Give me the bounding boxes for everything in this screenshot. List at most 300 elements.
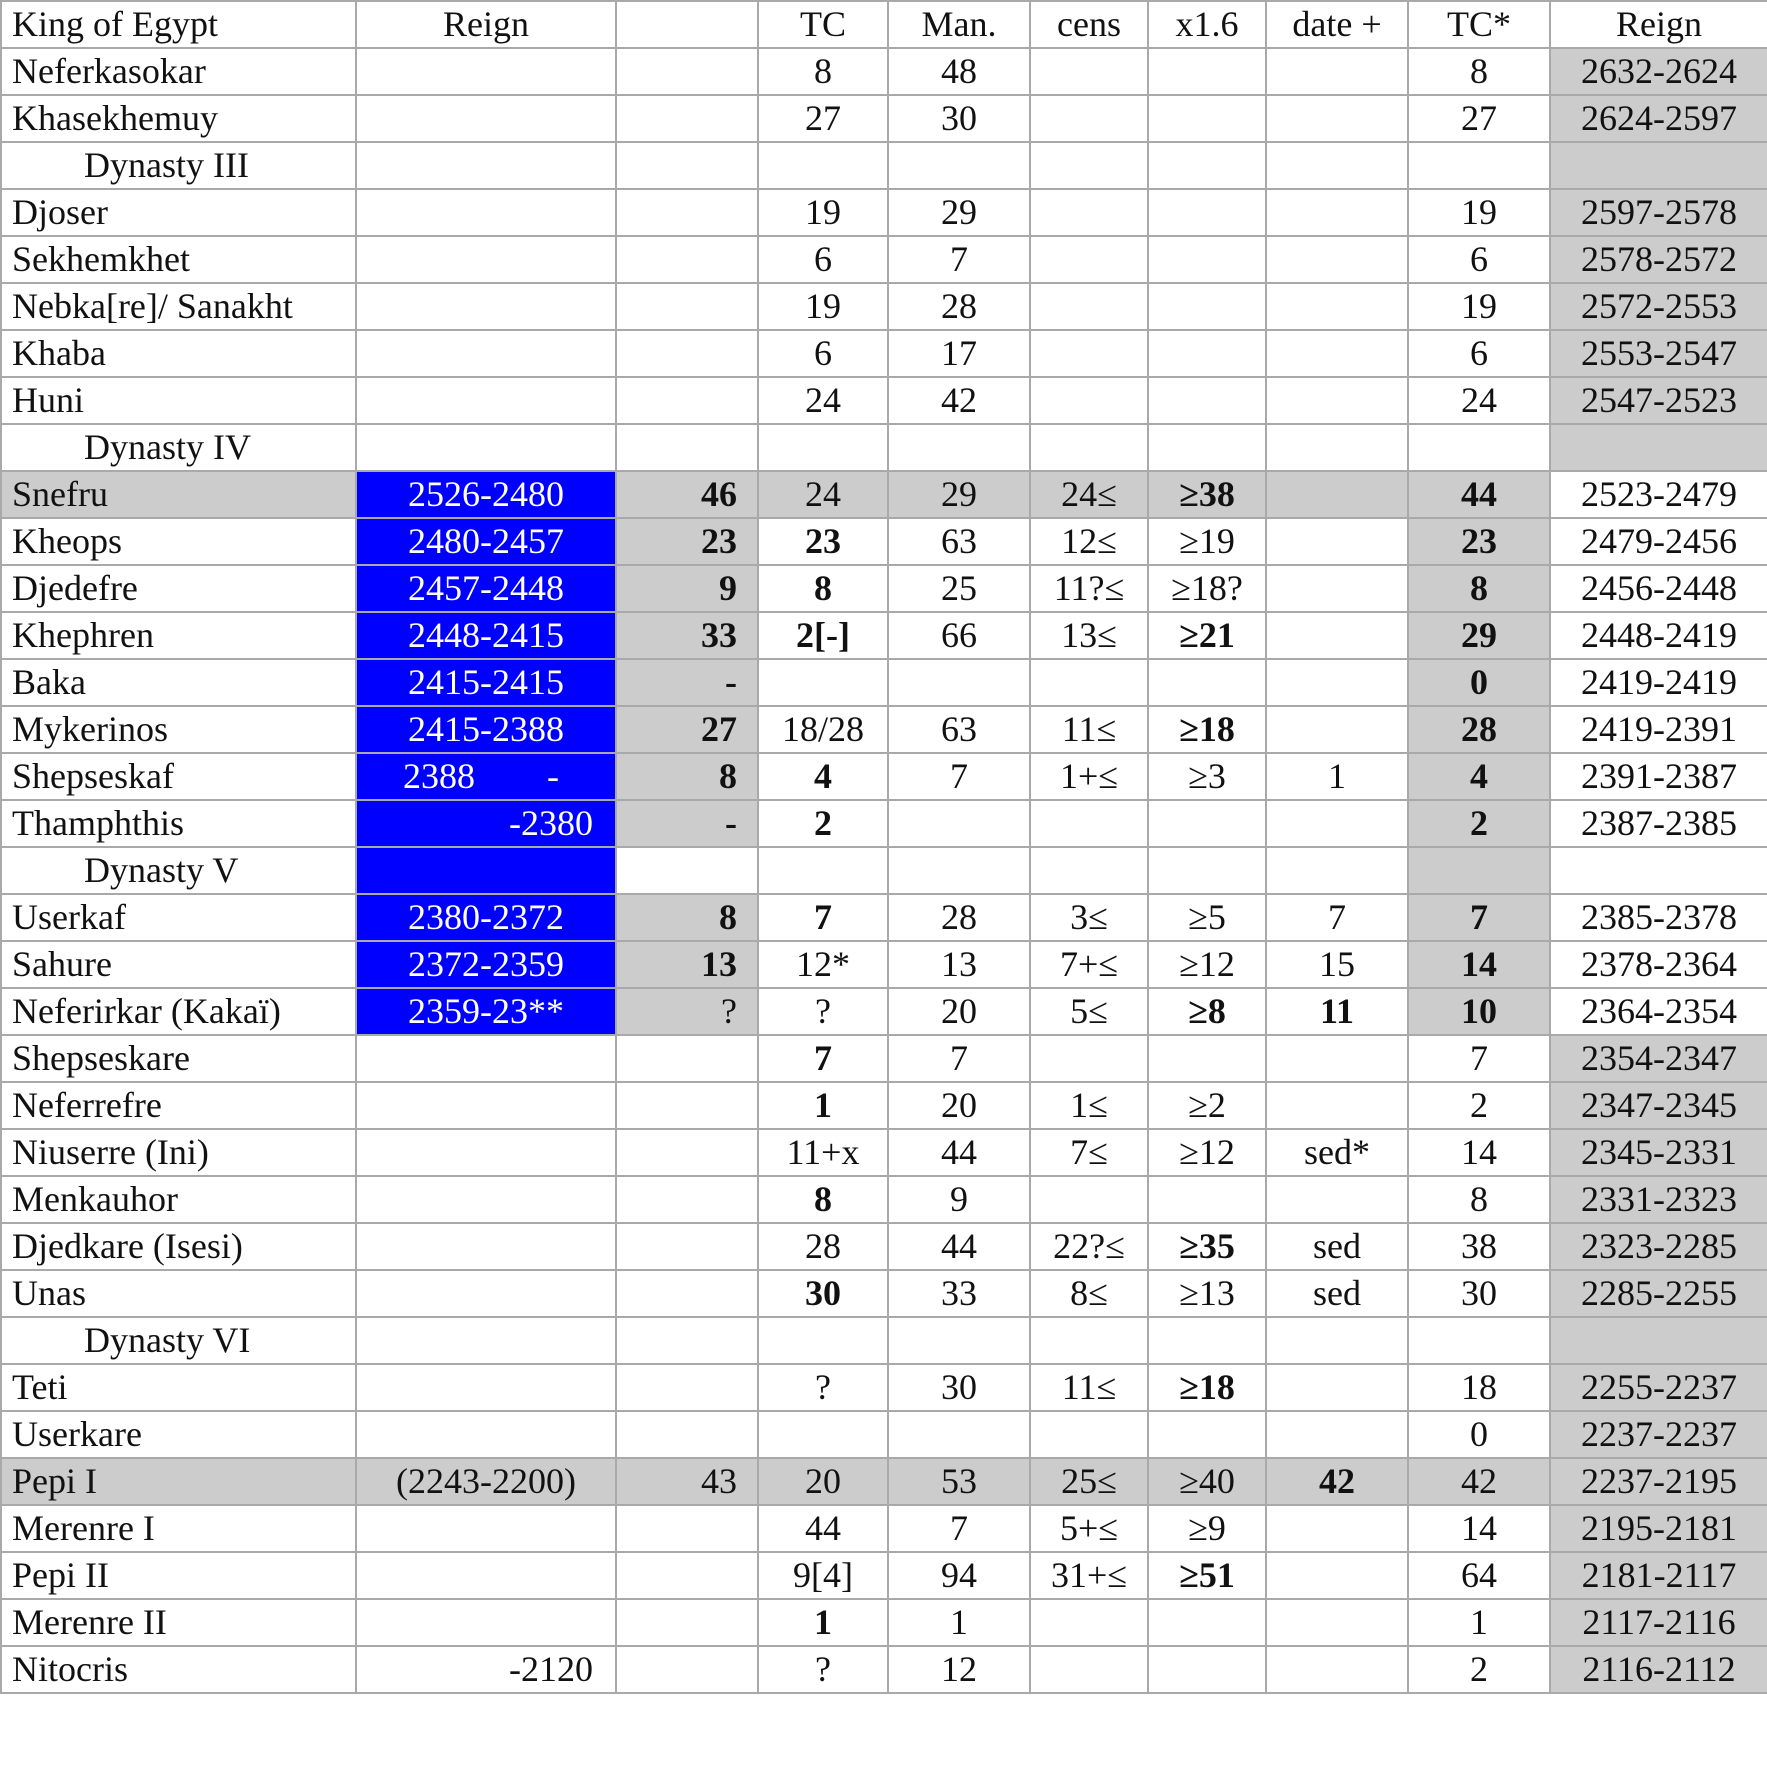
cell-reign-computed: 2553-2547 xyxy=(1550,330,1767,377)
cell-king: Menkauhor xyxy=(1,1176,356,1223)
cell-cens xyxy=(1030,330,1148,377)
table-row xyxy=(1,283,1767,330)
cell-x16 xyxy=(1148,189,1266,236)
cell-tc-star: 23 xyxy=(1408,518,1550,565)
cell-manetho: 28 xyxy=(888,283,1030,330)
cell-cens xyxy=(1030,1317,1148,1364)
cell-reign-computed: 2479-2456 xyxy=(1550,518,1767,565)
cell-reign-computed xyxy=(1550,847,1767,894)
table-row xyxy=(1,1552,1767,1599)
cell-manetho: 17 xyxy=(888,330,1030,377)
cell-x16 xyxy=(1148,377,1266,424)
header-cell-cens: cens xyxy=(1030,1,1148,48)
cell-manetho: 9 xyxy=(888,1176,1030,1223)
cell-x16 xyxy=(1148,283,1266,330)
cell-manetho: 44 xyxy=(888,1223,1030,1270)
cell-manetho xyxy=(888,1411,1030,1458)
cell-reign-computed: 2572-2553 xyxy=(1550,283,1767,330)
cell-years xyxy=(616,1270,758,1317)
cell-tc-star: 4 xyxy=(1408,753,1550,800)
cell-tc-star: 2 xyxy=(1408,1082,1550,1129)
cell-years: 46 xyxy=(616,471,758,518)
cell-date-plus xyxy=(1266,1646,1408,1693)
cell-manetho: 7 xyxy=(888,753,1030,800)
header-row xyxy=(1,1,1767,48)
cell-tc-star: 0 xyxy=(1408,659,1550,706)
cell-reign-computed xyxy=(1550,142,1767,189)
cell-reign: -2120 xyxy=(356,1646,616,1693)
cell-reign-computed: 2387-2385 xyxy=(1550,800,1767,847)
cell-king: Neferirkar (Kakaï) xyxy=(1,988,356,1035)
cell-x16: ≥8 xyxy=(1148,988,1266,1035)
table-row xyxy=(1,48,1767,95)
cell-cens: 5≤ xyxy=(1030,988,1148,1035)
cell-cens xyxy=(1030,1176,1148,1223)
cell-tc: 19 xyxy=(758,283,888,330)
cell-years xyxy=(616,1411,758,1458)
cell-tc: 8 xyxy=(758,565,888,612)
cell-reign-computed xyxy=(1550,424,1767,471)
cell-manetho: 28 xyxy=(888,894,1030,941)
cell-king: Merenre I xyxy=(1,1505,356,1552)
cell-reign-computed: 2347-2345 xyxy=(1550,1082,1767,1129)
cell-cens xyxy=(1030,377,1148,424)
cell-reign xyxy=(356,1082,616,1129)
cell-tc-star: 2 xyxy=(1408,800,1550,847)
cell-tc-star: 19 xyxy=(1408,283,1550,330)
table-row xyxy=(1,941,1767,988)
cell-date-plus: 1 xyxy=(1266,753,1408,800)
cell-cens xyxy=(1030,800,1148,847)
cell-manetho: 25 xyxy=(888,565,1030,612)
cell-x16: ≥19 xyxy=(1148,518,1266,565)
header-cell-king: King of Egypt xyxy=(1,1,356,48)
cell-tc: ? xyxy=(758,988,888,1035)
cell-reign-computed: 2456-2448 xyxy=(1550,565,1767,612)
cell-king: Mykerinos xyxy=(1,706,356,753)
dynasty-row xyxy=(1,847,1767,894)
cell-tc xyxy=(758,1411,888,1458)
cell-tc: 9[4] xyxy=(758,1552,888,1599)
cell-tc-star: 8 xyxy=(1408,565,1550,612)
cell-x16: ≥13 xyxy=(1148,1270,1266,1317)
cell-reign xyxy=(356,1364,616,1411)
cell-date-plus xyxy=(1266,612,1408,659)
table-row xyxy=(1,1505,1767,1552)
cell-years: 9 xyxy=(616,565,758,612)
cell-cens: 7+≤ xyxy=(1030,941,1148,988)
table-row xyxy=(1,1176,1767,1223)
cell-cens: 24≤ xyxy=(1030,471,1148,518)
cell-manetho: 7 xyxy=(888,1505,1030,1552)
cell-reign: 2372-2359 xyxy=(356,941,616,988)
cell-tc-star: 14 xyxy=(1408,1505,1550,1552)
cell-tc-star: 14 xyxy=(1408,941,1550,988)
table-row xyxy=(1,1223,1767,1270)
cell-tc: 20 xyxy=(758,1458,888,1505)
cell-date-plus xyxy=(1266,48,1408,95)
cell-years: 8 xyxy=(616,894,758,941)
cell-tc: 6 xyxy=(758,236,888,283)
cell-reign: -2380 xyxy=(356,800,616,847)
cell-date-plus xyxy=(1266,1411,1408,1458)
cell-king: Pepi I xyxy=(1,1458,356,1505)
header-cell-tc-star: TC* xyxy=(1408,1,1550,48)
cell-tc-star: 29 xyxy=(1408,612,1550,659)
table-body xyxy=(1,1,1767,1693)
cell-x16 xyxy=(1148,1599,1266,1646)
cell-years: ? xyxy=(616,988,758,1035)
cell-reign-computed: 2391-2387 xyxy=(1550,753,1767,800)
cell-manetho: 13 xyxy=(888,941,1030,988)
cell-reign xyxy=(356,142,616,189)
cell-tc-star: 42 xyxy=(1408,1458,1550,1505)
cell-manetho: 63 xyxy=(888,706,1030,753)
cell-king: Pepi II xyxy=(1,1552,356,1599)
cell-reign: 2526-2480 xyxy=(356,471,616,518)
cell-years xyxy=(616,142,758,189)
cell-king: Khaba xyxy=(1,330,356,377)
cell-date-plus xyxy=(1266,95,1408,142)
cell-cens: 1+≤ xyxy=(1030,753,1148,800)
table-row xyxy=(1,1129,1767,1176)
cell-king: Nitocris xyxy=(1,1646,356,1693)
cell-date-plus xyxy=(1266,659,1408,706)
cell-date-plus xyxy=(1266,330,1408,377)
cell-x16 xyxy=(1148,1646,1266,1693)
cell-x16: ≥9 xyxy=(1148,1505,1266,1552)
cell-tc-star: 7 xyxy=(1408,894,1550,941)
cell-reign: 2380-2372 xyxy=(356,894,616,941)
cell-reign xyxy=(356,283,616,330)
cell-tc: 1 xyxy=(758,1599,888,1646)
cell-king: Khasekhemuy xyxy=(1,95,356,142)
cell-date-plus xyxy=(1266,1082,1408,1129)
table-row xyxy=(1,95,1767,142)
cell-king: Khephren xyxy=(1,612,356,659)
cell-years xyxy=(616,847,758,894)
cell-tc-star: 6 xyxy=(1408,330,1550,377)
cell-tc: ? xyxy=(758,1646,888,1693)
table-row xyxy=(1,800,1767,847)
cell-x16: ≥35 xyxy=(1148,1223,1266,1270)
cell-tc: ? xyxy=(758,1364,888,1411)
dynasty-row xyxy=(1,424,1767,471)
cell-tc-star: 2 xyxy=(1408,1646,1550,1693)
cell-date-plus xyxy=(1266,236,1408,283)
table-row xyxy=(1,894,1767,941)
cell-x16: ≥38 xyxy=(1148,471,1266,518)
cell-date-plus xyxy=(1266,1176,1408,1223)
cell-reign-computed: 2323-2285 xyxy=(1550,1223,1767,1270)
cell-tc-star xyxy=(1408,847,1550,894)
cell-years xyxy=(616,1082,758,1129)
cell-x16 xyxy=(1148,48,1266,95)
cell-x16 xyxy=(1148,1176,1266,1223)
cell-date-plus: sed xyxy=(1266,1223,1408,1270)
cell-x16 xyxy=(1148,95,1266,142)
cell-reign xyxy=(356,377,616,424)
cell-date-plus xyxy=(1266,1552,1408,1599)
cell-x16 xyxy=(1148,847,1266,894)
cell-king: Merenre II xyxy=(1,1599,356,1646)
header-cell-x16: x1.6 xyxy=(1148,1,1266,48)
cell-x16: ≥12 xyxy=(1148,941,1266,988)
cell-tc: 1 xyxy=(758,1082,888,1129)
cell-king: Djedkare (Isesi) xyxy=(1,1223,356,1270)
cell-x16: ≥18 xyxy=(1148,1364,1266,1411)
cell-manetho: 53 xyxy=(888,1458,1030,1505)
cell-date-plus xyxy=(1266,424,1408,471)
cell-king: Baka xyxy=(1,659,356,706)
cell-cens xyxy=(1030,95,1148,142)
cell-reign-computed: 2195-2181 xyxy=(1550,1505,1767,1552)
cell-tc: 24 xyxy=(758,377,888,424)
cell-years xyxy=(616,1364,758,1411)
cell-king: Sahure xyxy=(1,941,356,988)
cell-manetho: 63 xyxy=(888,518,1030,565)
cell-years xyxy=(616,330,758,377)
cell-manetho: 66 xyxy=(888,612,1030,659)
cell-cens xyxy=(1030,142,1148,189)
table-row xyxy=(1,1646,1767,1693)
cell-reign xyxy=(356,1599,616,1646)
cell-tc-star xyxy=(1408,424,1550,471)
cell-tc xyxy=(758,142,888,189)
cell-cens xyxy=(1030,1035,1148,1082)
cell-tc-star: 64 xyxy=(1408,1552,1550,1599)
cell-date-plus xyxy=(1266,565,1408,612)
cell-manetho xyxy=(888,142,1030,189)
cell-king: Dynasty IV xyxy=(1,424,356,471)
cell-tc xyxy=(758,847,888,894)
cell-reign-computed: 2364-2354 xyxy=(1550,988,1767,1035)
cell-reign xyxy=(356,1223,616,1270)
cell-tc-star: 44 xyxy=(1408,471,1550,518)
cell-king: Dynasty VI xyxy=(1,1317,356,1364)
cell-king: Teti xyxy=(1,1364,356,1411)
cell-cens xyxy=(1030,283,1148,330)
cell-reign-computed: 2237-2237 xyxy=(1550,1411,1767,1458)
cell-tc: 4 xyxy=(758,753,888,800)
cell-manetho xyxy=(888,847,1030,894)
cell-cens xyxy=(1030,48,1148,95)
cell-manetho: 30 xyxy=(888,95,1030,142)
cell-reign xyxy=(356,48,616,95)
cell-tc: 28 xyxy=(758,1223,888,1270)
cell-years xyxy=(616,377,758,424)
cell-reign-computed: 2354-2347 xyxy=(1550,1035,1767,1082)
cell-years xyxy=(616,424,758,471)
cell-tc: 8 xyxy=(758,1176,888,1223)
cell-reign: 2448-2415 xyxy=(356,612,616,659)
cell-manetho: 42 xyxy=(888,377,1030,424)
cell-tc: 2 xyxy=(758,800,888,847)
cell-years xyxy=(616,1599,758,1646)
cell-manetho: 30 xyxy=(888,1364,1030,1411)
cell-years xyxy=(616,1505,758,1552)
table-row xyxy=(1,753,1767,800)
cell-tc-star: 7 xyxy=(1408,1035,1550,1082)
cell-tc-star: 6 xyxy=(1408,236,1550,283)
cell-tc: 12* xyxy=(758,941,888,988)
cell-reign-computed: 2632-2624 xyxy=(1550,48,1767,95)
cell-tc-star: 30 xyxy=(1408,1270,1550,1317)
cell-years xyxy=(616,236,758,283)
cell-tc: 30 xyxy=(758,1270,888,1317)
header-cell-date-plus: date + xyxy=(1266,1,1408,48)
cell-tc-star xyxy=(1408,142,1550,189)
header-cell-manetho: Man. xyxy=(888,1,1030,48)
cell-reign-computed: 2624-2597 xyxy=(1550,95,1767,142)
cell-reign-computed: 2237-2195 xyxy=(1550,1458,1767,1505)
cell-tc-star: 27 xyxy=(1408,95,1550,142)
cell-king: Neferrefre xyxy=(1,1082,356,1129)
cell-date-plus xyxy=(1266,706,1408,753)
cell-years xyxy=(616,283,758,330)
cell-cens: 25≤ xyxy=(1030,1458,1148,1505)
table-row xyxy=(1,330,1767,377)
cell-x16: ≥12 xyxy=(1148,1129,1266,1176)
cell-tc-star: 38 xyxy=(1408,1223,1550,1270)
cell-reign xyxy=(356,236,616,283)
cell-cens: 13≤ xyxy=(1030,612,1148,659)
cell-tc-star: 24 xyxy=(1408,377,1550,424)
table-row xyxy=(1,1035,1767,1082)
cell-date-plus: 15 xyxy=(1266,941,1408,988)
cell-tc: 44 xyxy=(758,1505,888,1552)
cell-date-plus xyxy=(1266,1364,1408,1411)
cell-cens: 7≤ xyxy=(1030,1129,1148,1176)
cell-x16: ≥5 xyxy=(1148,894,1266,941)
cell-reign: (2243-2200) xyxy=(356,1458,616,1505)
cell-tc: 23 xyxy=(758,518,888,565)
cell-reign-computed: 2255-2237 xyxy=(1550,1364,1767,1411)
cell-king: Dynasty V xyxy=(1,847,356,894)
cell-years xyxy=(616,1129,758,1176)
table-row xyxy=(1,565,1767,612)
cell-reign xyxy=(356,1129,616,1176)
cell-reign-computed: 2419-2419 xyxy=(1550,659,1767,706)
table-row xyxy=(1,377,1767,424)
table-row xyxy=(1,189,1767,236)
cell-years: - xyxy=(616,659,758,706)
cell-tc-star: 14 xyxy=(1408,1129,1550,1176)
cell-date-plus xyxy=(1266,1505,1408,1552)
cell-king: Unas xyxy=(1,1270,356,1317)
cell-reign: 2480-2457 xyxy=(356,518,616,565)
cell-king: Djedefre xyxy=(1,565,356,612)
cell-cens xyxy=(1030,424,1148,471)
cell-king: Djoser xyxy=(1,189,356,236)
cell-date-plus xyxy=(1266,800,1408,847)
header-cell-reign: Reign xyxy=(356,1,616,48)
cell-reign: 2457-2448 xyxy=(356,565,616,612)
cell-years xyxy=(616,1317,758,1364)
cell-cens: 22?≤ xyxy=(1030,1223,1148,1270)
cell-years xyxy=(616,1646,758,1693)
cell-x16: ≥21 xyxy=(1148,612,1266,659)
cell-date-plus xyxy=(1266,283,1408,330)
cell-years: 43 xyxy=(616,1458,758,1505)
cell-manetho: 7 xyxy=(888,236,1030,283)
cell-reign-computed: 2116-2112 xyxy=(1550,1646,1767,1693)
cell-reign xyxy=(356,1552,616,1599)
cell-x16 xyxy=(1148,236,1266,283)
cell-king: Snefru xyxy=(1,471,356,518)
cell-tc: 2[-] xyxy=(758,612,888,659)
cell-cens xyxy=(1030,847,1148,894)
cell-years: - xyxy=(616,800,758,847)
cell-king: Nebka[re]/ Sanakht xyxy=(1,283,356,330)
cell-king: Shepseskare xyxy=(1,1035,356,1082)
cell-reign: 2359-23** xyxy=(356,988,616,1035)
cell-tc: 7 xyxy=(758,894,888,941)
cell-reign-computed: 2285-2255 xyxy=(1550,1270,1767,1317)
cell-cens: 8≤ xyxy=(1030,1270,1148,1317)
cell-king: Userkaf xyxy=(1,894,356,941)
table-row xyxy=(1,1599,1767,1646)
cell-tc: 7 xyxy=(758,1035,888,1082)
dynasty-row xyxy=(1,1317,1767,1364)
cell-tc: 6 xyxy=(758,330,888,377)
cell-manetho: 33 xyxy=(888,1270,1030,1317)
table-row xyxy=(1,706,1767,753)
cell-date-plus xyxy=(1266,142,1408,189)
cell-tc: 27 xyxy=(758,95,888,142)
cell-reign-computed: 2419-2391 xyxy=(1550,706,1767,753)
cell-date-plus: 42 xyxy=(1266,1458,1408,1505)
cell-tc-star: 18 xyxy=(1408,1364,1550,1411)
cell-years xyxy=(616,1035,758,1082)
cell-tc: 19 xyxy=(758,189,888,236)
cell-tc-star: 10 xyxy=(1408,988,1550,1035)
cell-x16 xyxy=(1148,330,1266,377)
cell-manetho: 29 xyxy=(888,471,1030,518)
cell-x16: ≥40 xyxy=(1148,1458,1266,1505)
cell-reign-computed: 2523-2479 xyxy=(1550,471,1767,518)
cell-tc: 11+x xyxy=(758,1129,888,1176)
cell-tc-star: 1 xyxy=(1408,1599,1550,1646)
header-cell-tc: TC xyxy=(758,1,888,48)
cell-years xyxy=(616,189,758,236)
cell-cens: 1≤ xyxy=(1030,1082,1148,1129)
table-row xyxy=(1,1270,1767,1317)
cell-reign xyxy=(356,1411,616,1458)
cell-date-plus xyxy=(1266,189,1408,236)
cell-reign xyxy=(356,1505,616,1552)
cell-manetho xyxy=(888,800,1030,847)
table-row xyxy=(1,612,1767,659)
table-row xyxy=(1,659,1767,706)
cell-tc: 18/28 xyxy=(758,706,888,753)
cell-tc-star xyxy=(1408,1317,1550,1364)
cell-reign-computed: 2547-2523 xyxy=(1550,377,1767,424)
cell-manetho: 20 xyxy=(888,988,1030,1035)
cell-date-plus xyxy=(1266,377,1408,424)
cell-x16: ≥18? xyxy=(1148,565,1266,612)
cell-years: 27 xyxy=(616,706,758,753)
cell-x16: ≥2 xyxy=(1148,1082,1266,1129)
cell-reign xyxy=(356,1270,616,1317)
cell-manetho: 29 xyxy=(888,189,1030,236)
cell-tc xyxy=(758,424,888,471)
cell-reign-computed: 2378-2364 xyxy=(1550,941,1767,988)
cell-date-plus: 11 xyxy=(1266,988,1408,1035)
header-cell-reign-computed: Reign xyxy=(1550,1,1767,48)
cell-reign-computed: 2345-2331 xyxy=(1550,1129,1767,1176)
cell-tc xyxy=(758,1317,888,1364)
